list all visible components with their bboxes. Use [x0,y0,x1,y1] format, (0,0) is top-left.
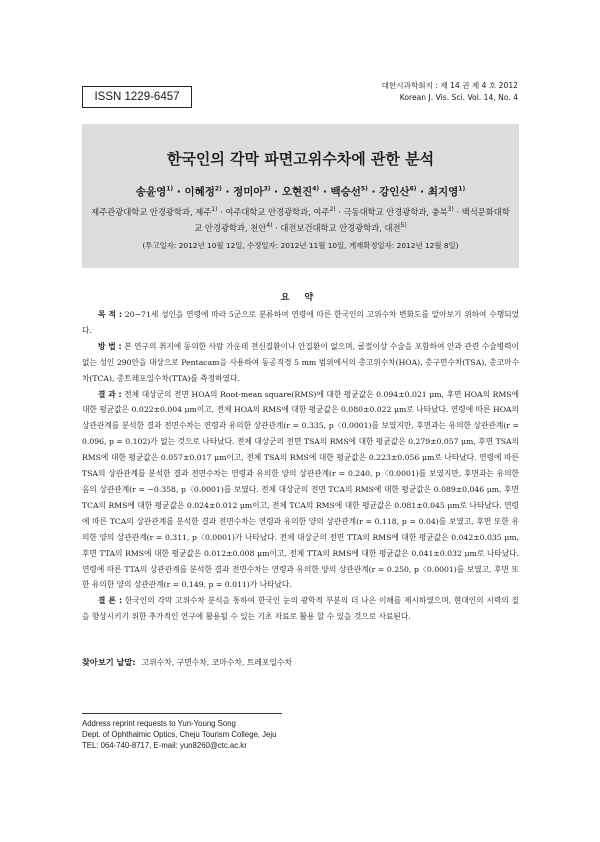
affiliation-item: 대전보건대학교 안경광학과, 대전 [280,223,401,233]
affiliation-item: 여주대학교 안경광학과, 여주 [225,207,330,217]
abstract-methods [82,339,519,387]
correspondence-line: Dept. of Ophthalmic Optics, Cheju Tourism College, Jeju [82,730,277,739]
author-affil-mark: 6) [409,185,417,193]
correspondence-footnote [82,718,276,751]
author-affil-mark: 5) [360,185,368,193]
submission-dates: (투고일자: 2012년 10월 12일, 수정일자: 2012년 11월 10일, 게재확정일자: 2012년 12월 8일) [142,241,459,250]
author-list: 송윤영$^{1)}$ · 이혜정$^{2)}$ · 정미아$^{3)}$ · 오현진$^{4)}$ · 백승선$^{5)}$ · 강인산$^{6)}$ · 최지영$^{1)}$ [135,185,466,198]
author-name: 강인산 [379,186,410,198]
journal-citation [382,80,518,104]
author-affil-mark: 2) [214,185,222,193]
abstract-results [82,387,519,594]
results-label: 결 과 : [98,389,122,399]
author-affil-mark: 3) [263,185,271,193]
author-name: 최지영 [427,186,459,198]
affiliations: 제주관광대학교 안경광학과, 제주$^{1)}$ · 여주대학교 안경광학과, 여주$^{2)}$ · 극동대학교 안경광학과, 충북$^{3)}$ · 백석문화대학교 안경광학과, 천안$^{4)}$ · 대전보건대학교 안경광학과, 대전$^{5)}$ [91,206,510,233]
author-affil-mark: 1) [166,185,174,193]
affiliation-mark: 4) [266,222,273,230]
keywords-label: 찾아보기 낱말: [82,657,136,667]
author-name: 오현진 [281,186,313,198]
purpose-text: 20~71세 성인을 연령에 따라 5군으로 분류하여 연령에 따른 한국인의 고위수차 변화도를 알아보기 위하여 수행되었다. [82,310,519,335]
author-name: 정미아 [233,186,264,198]
journal-english: Korean J. Vis. Sci. Vol. 14, No. 4 [399,93,518,102]
affiliation-item: 제주관광대학교 안경광학과, 제주 [91,207,212,217]
abstract [82,307,519,625]
affiliation-item: 극동대학교 안경광학과, 충북 [343,207,448,217]
methods-text: 본 연구의 취지에 동의한 사람 가운데 전신질환이나 안질환이 없으며, 굴절이상 수술을 포함하여 안과 관련 수술병력이 없는 성인 290안을 대상으로 Pentacam을 사용하여 동공직경 5 mm 범위에서의 총고위수차(HOA), 총구면수차(TSA), 총코마수차(TCA), 총트레포일수차(TTA)를 측정하였다. [82,341,519,383]
affiliation-mark: 1) [211,206,218,214]
author-affil-mark: 4) [312,185,320,193]
paper-title: 한국인의 각막 파면고위수차에 관한 분석 [166,150,435,168]
conclusion-text: 한국인의 각막 고위수차 분석을 통하여 한국인 눈의 광학적 부분의 더 나은 이해를 제시하였으며, 현대인의 시력의 질을 향상시키기 위한 추가적인 연구에 활용될 수 있는 기초 자료로 활용 할 수 있을 것으로 사료된다. [82,596,519,622]
purpose-label: 목 적 : [98,310,123,319]
correspondence-line: Address reprint requests to Yun-Young Song [82,719,236,728]
keywords [82,657,519,668]
abstract-purpose [82,307,519,339]
issn-box: ISSN 1229-6457 [82,86,192,108]
author-name: 이혜정 [184,186,215,198]
journal-korean: 대한시과학회지 : 제 14 권 제 4 호 2012 [381,81,518,90]
author-affil-mark: 1) [458,185,466,193]
affiliation-item: 백석문화대학교 안경광학과, 천안 [194,207,510,233]
footnote-divider [82,713,282,714]
abstract-conclusion [82,593,519,625]
author-name: 백승선 [330,186,361,198]
conclusion-label: 결 론 : [98,596,123,606]
results-text: 전체 대상군의 전면 HOA의 Root-mean square(RMS)에 대한 평균값은 0.094±0.021 μm, 후면 HOA의 RMS에 대한 평균값은 0.022±0.004 μm이고, 전체 HOA의 RMS에 대한 평균값은 0.080±0.022 μm로 나타났다. 연령에 따른 HOA의 상관관계를 분석한 결과 전면수차는 연령과 유의한 상관관계(r = 0.335, p〈0.0001)를 보였지만, 후면과는 유의한 상관관계(r = 0.096, p = 0.102)가 없는 것으로 나타났다. 전체 대상군의 전면 TSA의 RMS에 대한 평균값은 0.279±0.057 μm, 후면 TSA의 RMS에 대한 평균값은 0.057±0.017 μm이고, 전체 TSA의 RMS에 대한 평균값은 0.223±0.056 μm로 나타났다. 연령에 따른 TSA의 상관관계를 분석한 결과 전면수차는 연령과 유의한 양의 상관관계(r = 0.240, p〈0.0001)를 보였지만, 후면과는 유의한 음의 상관관계(r = −0.358, p〈0.0001)를 보였다. 전체 대상군의 전면 TCA의 RMS에 대한 평균값은 0.089±0.046 μm, 후면 TCA의 RMS에 대한 평균값은 0.024±0.012 μm이고, 전체 TCA의 RMS에 대한 평균값은 0.081±0.045 μm로 나타났다. 연령에 따른 TCA의 상관관계를 분석한 결과 전면수차는 연령과 유의한 양의 상관관계(r = 0.118, p = 0.04)를 보였고, 후면 또한 유의한 양의 상관관계(r = 0.311, p〈0.0001)가 나타났다. 전체 대상군의 전면 TTA의 RMS에 대한 평균값은 0.042±0.035 μm, 후면 TTA의 RMS에 대한 평균값은 0.012±0.008 μm이고, 전체 TTA의 RMS에 대한 평균값은 0.041±0.032 μm로 나타났다. 연령에 따른 TTA의 상관관계를 분석한 결과 전면수차는 연령과 유의한 양의 상관관계(r = 0.250, p〈0.0001)를 보였고, 후면 또한 유의한 양의 상관관계(r = 0.149, p = 0.011)가 나타났다. [82,389,520,590]
affiliation-mark: 2) [329,206,336,214]
title-band [82,124,519,268]
author-name: 송윤영 [135,186,167,198]
abstract-heading: 요 약 [280,293,320,303]
correspondence-line: TEL: 064-740-8717, E-mail: yun8260@ctc.ac.kr [82,741,247,750]
keywords-value: 고위수차, 구면수차, 코마수차, 트레포일수차 [141,658,293,667]
affiliation-mark: 5) [400,222,407,230]
methods-label: 방 법 : [98,341,122,351]
affiliation-mark: 3) [447,206,454,214]
